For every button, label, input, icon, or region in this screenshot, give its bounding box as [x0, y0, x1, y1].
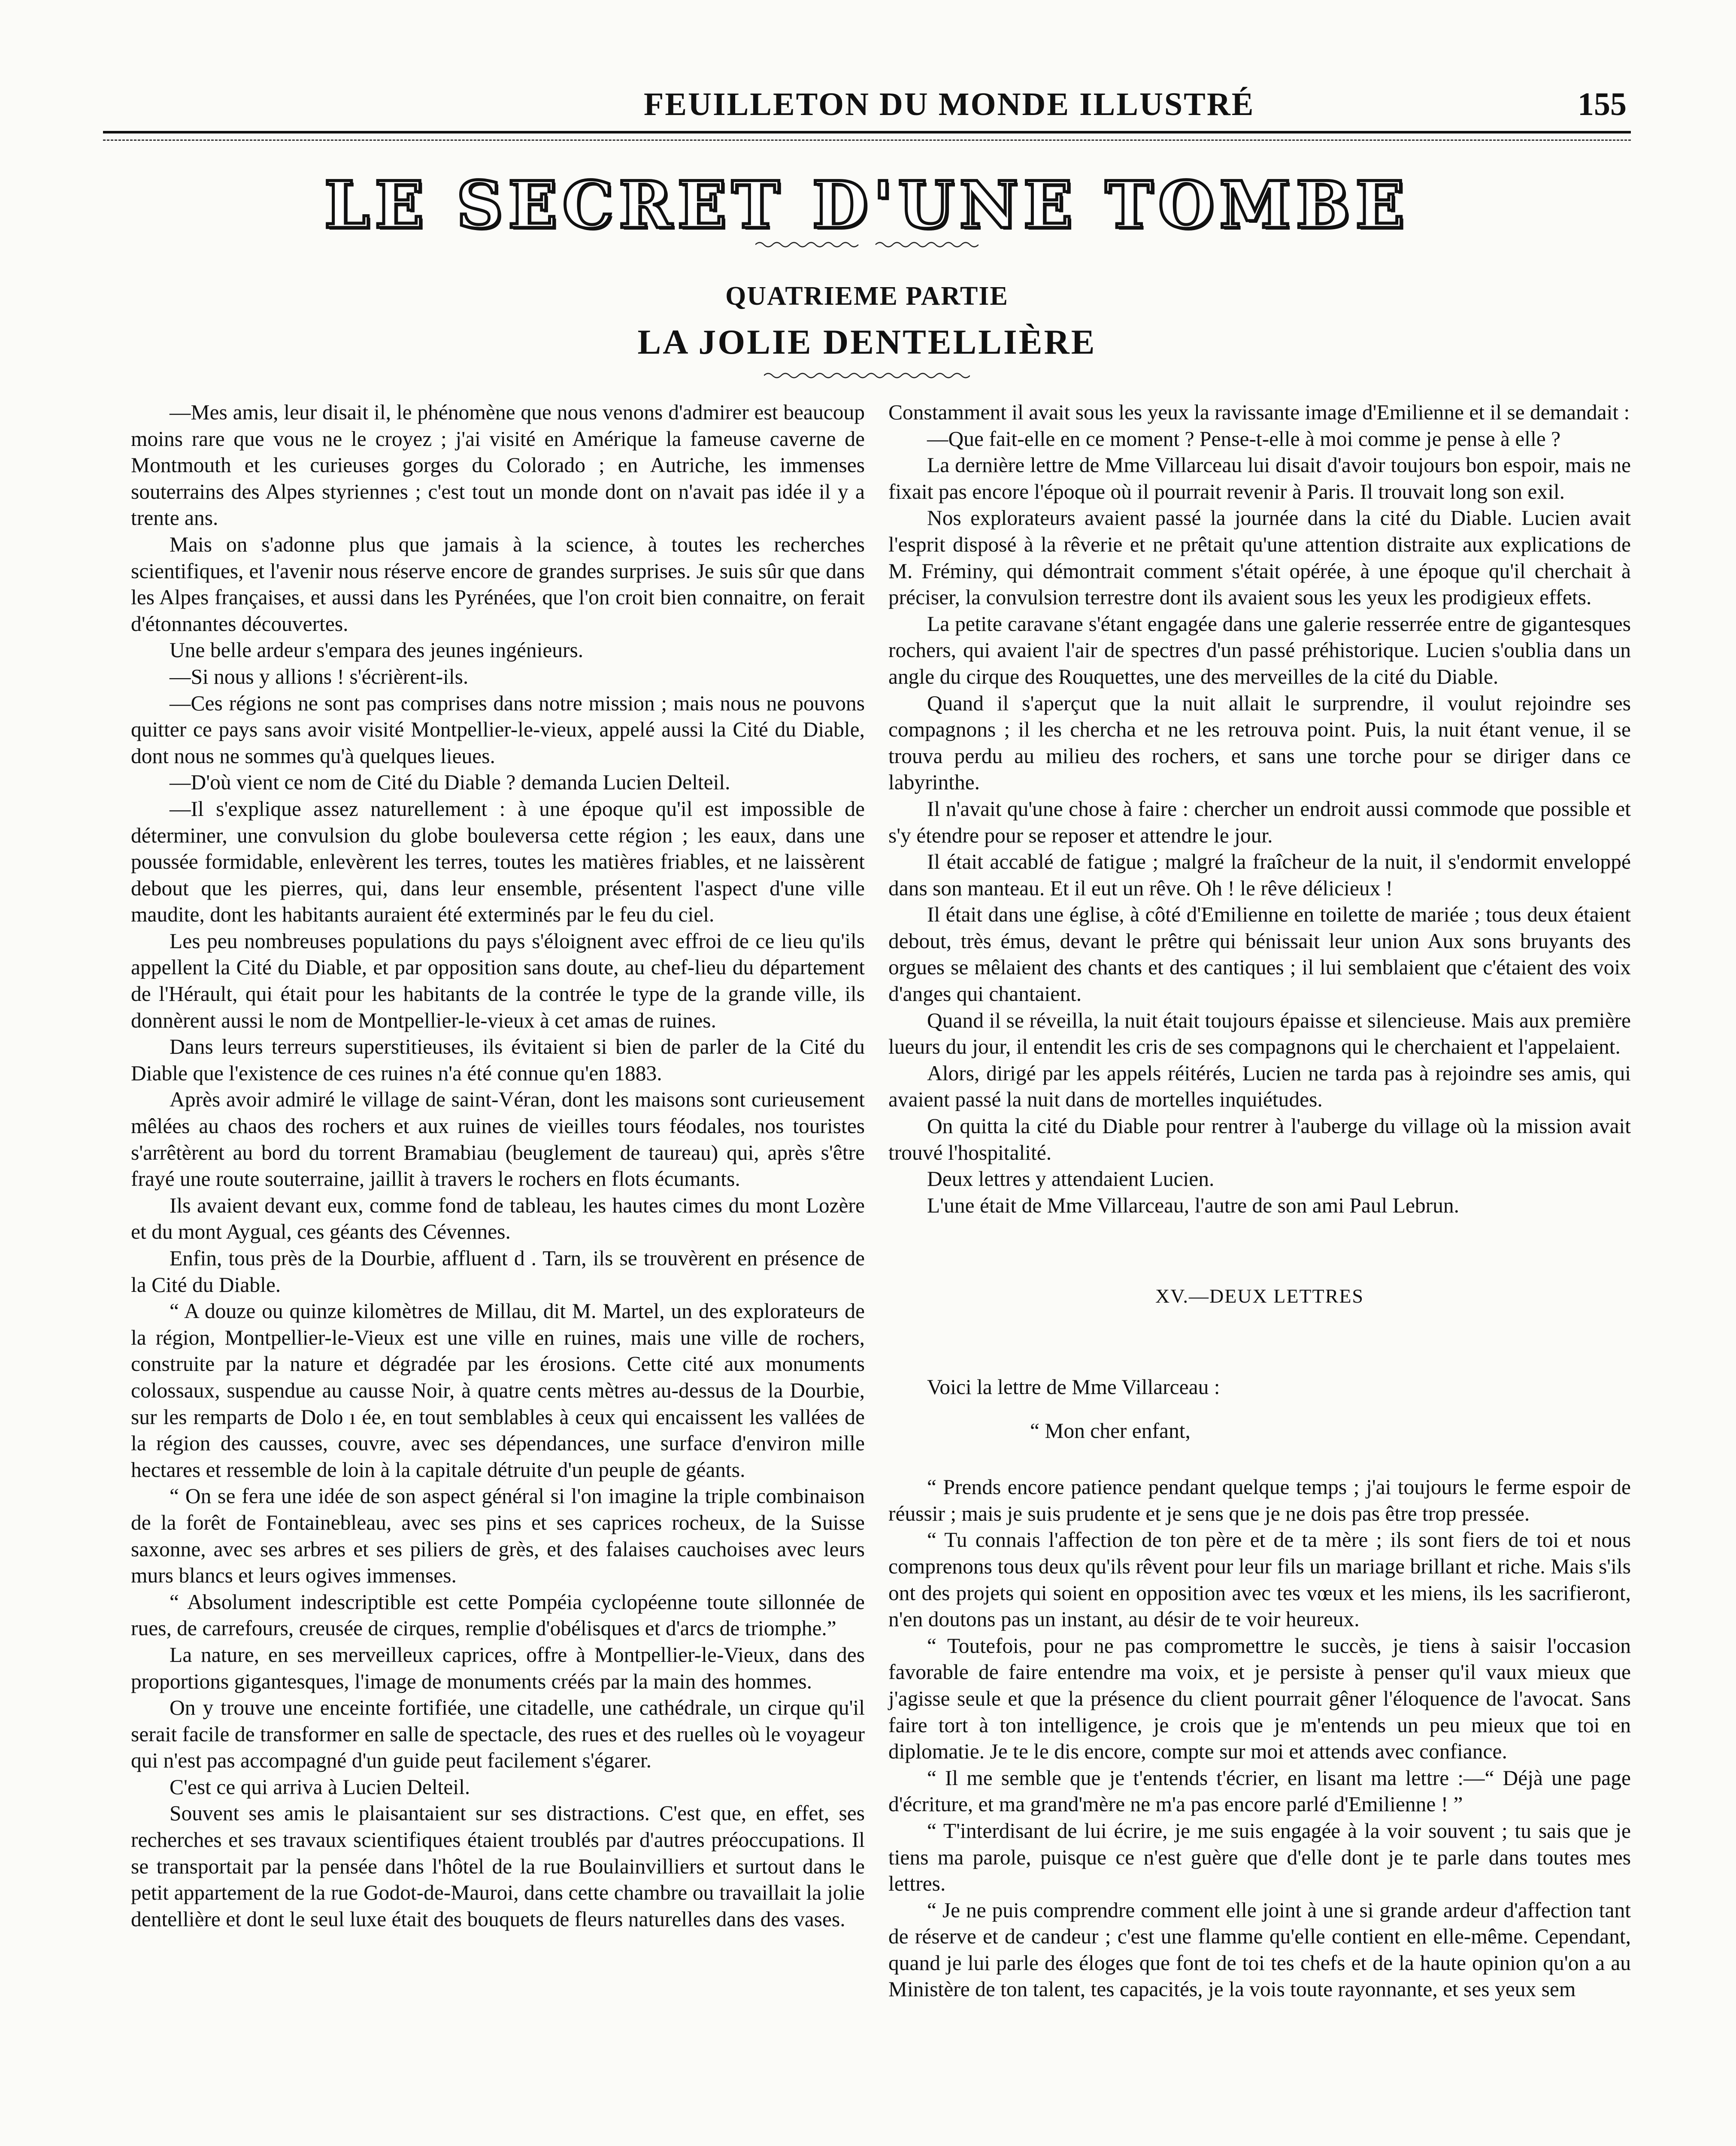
paragraph: —D'où vient ce nom de Cité du Diable ? demanda Lucien Delteil.: [170, 770, 730, 794]
paragraph: Après avoir admiré le village de saint-Véran, dont les maisons sont curieusement mêlées au chaos des rochers et aux ruines de vieilles tours féodales, nos touristes s'arrêtèrent au bord du torrent Bramabiau (beuglement de taureau) qui, après s'être frayé une route souterraine, jaillit à travers le rochers en flots écumants.: [131, 1088, 865, 1191]
ornament-squiggle-bottom: [764, 371, 970, 380]
page-header: [103, 86, 1631, 137]
right-column: [888, 399, 1631, 2003]
paragraph: “ On se fera une idée de son aspect général si l'on imagine la triple combinaison de la forêt de Fontainebleau, avec ses pins et ses caprices rocheux, de la Suisse saxonne, avec ses arbres et ses piliers de grès, et des falaises cauchoises avec leurs murs blancs et leurs ogives immenses.: [131, 1484, 865, 1588]
header-dashed-rule: [103, 139, 1631, 142]
paragraph: “ Absolument indescriptible est cette Pompéia cyclopéenne toute sillonnée de rues, de carrefours, creusée de cirques, remplie d'obélisques et d'arcs de triomphe.”: [131, 1590, 865, 1640]
paragraph: Dans leurs terreurs superstitieuses, ils évitaient si bien de parler de la Cité du Diable que l'existence de ces ruines n'a été connue qu'en 1883.: [131, 1035, 865, 1085]
paragraph: Les peu nombreuses populations du pays s'éloignent avec effroi de ce lieu qu'ils appellent la Cité du Diable, et par opposition sans doute, au chef-lieu du département de l'Hérault, qui était pour les habitants de la contrée le type de la grande ville, ils donnèrent aussi le nom de Montpellier-le-vieux à cet amas de ruines.: [131, 929, 865, 1032]
feuilleton-heading: FEUILLETON DU MONDE ILLUSTRÉ: [644, 86, 1255, 122]
paragraph: Mais on s'adonne plus que jamais à la science, à toutes les recherches scientifiques, et l'avenir nous réserve encore de grandes surprises. Je suis sûr que dans les Alpes françaises, et aussi dans les Pyrénées, que l'on croit bien connaitre, on ferait d'étonnantes découvertes.: [131, 532, 865, 636]
paragraph: Il était accablé de fatigue ; malgré la fraîcheur de la nuit, il s'endormit enveloppé dans son manteau. Et il eut un rêve. Oh ! le rêve délicieux !: [888, 850, 1631, 900]
paragraph: —Si nous y allions ! s'écrièrent-ils.: [170, 664, 469, 688]
header-rule: [103, 131, 1631, 133]
left-column: [131, 399, 865, 1932]
paragraph: Souvent ses amis le plaisantaient sur ses distractions. C'est que, en effet, ses recherches et ses travaux scientifiques étaient troublés par d'autres préoccupations. Il se transportait par la pensée dans l'hôtel de la rue Boulainvilliers et surtout dans le petit appartement de la rue Godot-de-Mauroi, dans cette chambre ou travaillait la jolie dentellière et dont le seul luxe était des bouquets de fleurs naturelles dans des vases.: [131, 1801, 865, 1931]
paragraph: Enfin, tous près de la Dourbie, affluent d . Tarn, ils se trouvèrent en présence de la Cité du Diable.: [131, 1246, 865, 1297]
paragraph: Quand il se réveilla, la nuit était toujours épaisse et silencieuse. Mais aux première lueurs du jour, il entendit les cris de ses compagnons qui le cherchaient et l'appelaient.: [888, 1008, 1631, 1059]
letter-salutation: “ Mon cher enfant,: [1030, 1419, 1191, 1443]
letter-paragraph: “ Je ne puis comprendre comment elle joint à une si grande ardeur d'affection tant de réserve et de candeur ; c'est une flamme qu'elle contient en elle-même. Cependant, quand je lui parle des éloges que font de toi tes chefs et de la haute opinion qu'on a au Ministère de ton talent, tes capacités, je la vois toute rayonnante, et ses yeux sem: [888, 1898, 1631, 2001]
paragraph: On quitta la cité du Diable pour rentrer à l'auberge du village où la mission avait trouvé l'hospitalité.: [888, 1114, 1631, 1164]
paragraph: La dernière lettre de Mme Villarceau lui disait d'avoir toujours bon espoir, mais ne fixait pas encore l'époque où il pourrait revenir à Paris. Il trouvait long son exil.: [888, 453, 1631, 503]
paragraph: —Mes amis, leur disait il, le phénomène que nous venons d'admirer est beaucoup moins rare que vous ne le croyez ; j'ai visité en Amérique la fameuse caverne de Montmouth et les curieuses gorges du Colorado ; en Autriche, les immenses souterrains des Alpes styriennes ; c'est tout un monde dont on n'avait pas idée il y a trente ans.: [131, 400, 865, 530]
paragraph: La nature, en ses merveilleux caprices, offre à Montpellier-le-Vieux, dans des proportions gigantesques, l'image de monuments créés par la main des hommes.: [131, 1643, 865, 1693]
paragraph: —Il s'explique assez naturellement : à une époque qu'il est impossible de déterminer, une convulsion du globe bouleversa cette région ; les eaux, dans une poussée formidable, enlevèrent les terres, toutes les matières friables, et ne laissèrent debout que les pierres, qui, dans leur ensemble, présentent l'aspect d'une ville maudite, dont les habitants auraient été exterminés par le feu du ciel.: [131, 797, 865, 927]
paragraph: Ils avaient devant eux, comme fond de tableau, les hautes cimes du mont Lozère et du mont Aygual, ces géants des Cévennes.: [131, 1193, 865, 1244]
paragraph: Il était dans une église, à côté d'Emilienne en toilette de mariée ; tous deux étaient debout, très émus, devant le prêtre qui bénissait leur union Aux sons bruyants des orgues se mêlaient des chants et des cantiques ; il lui semblaient que c'étaient des voix d'anges qui chantaient.: [888, 903, 1631, 1006]
paragraph: Deux lettres y attendaient Lucien.: [927, 1167, 1215, 1191]
serial-title: LE SECRET D'UNE TOMBE: [324, 167, 1410, 243]
letter-paragraph: “ T'interdisant de lui écrire, je me suis engagée à la voir souvent ; tu sais que je tiens ma parole, puisque ce n'est guère que d'elle dont je te parle dans toutes mes lettres.: [888, 1819, 1631, 1896]
paragraph: Constamment il avait sous les yeux la ravissante image d'Emilienne et il se demandait :: [888, 400, 1630, 424]
letter-paragraph: “ Il me semble que je t'entends t'écrier, en lisant ma lettre :—“ Déjà une page d'écriture, et ma grand'mère ne m'a pas encore parlé d'Emilienne ! ”: [888, 1766, 1631, 1816]
paragraph: L'une était de Mme Villarceau, l'autre de son ami Paul Lebrun.: [927, 1193, 1460, 1217]
paragraph: Nos explorateurs avaient passé la journée dans la cité du Diable. Lucien avait l'esprit disposé à la rêverie et ne prêtait qu'une attention distraite aux explications de M. Fréminy, qui démontrait comment s'était opérée, à une époque qu'il cherchait à préciser, la convulsion terrestre dont ils avaient sous les yeux les prodigieux effets.: [888, 506, 1631, 609]
paragraph: Alors, dirigé par les appels réitérés, Lucien ne tarda pas à rejoindre ses amis, qui avaient passé la nuit dans de mortelles inquiétudes.: [888, 1061, 1631, 1112]
paragraph: Il n'avait qu'une chose à faire : chercher un endroit aussi commode que possible et s'y étendre pour se reposer et attendre le jour.: [888, 797, 1631, 847]
paragraph: Quand il s'aperçut que la nuit allait le surprendre, il voulut rejoindre ses compagnons ; il les chercha et ne les retrouva point. Puis, la nuit étant venue, il se trouva perdu au milieu des rochers, et sans une torche pour se diriger dans ce labyrinthe.: [888, 691, 1631, 794]
page-number: 155: [1578, 86, 1627, 122]
letter-intro: Voici la lettre de Mme Villarceau :: [927, 1375, 1220, 1399]
chapter-heading: XV.—DEUX LETTRES: [1155, 1285, 1364, 1307]
paragraph: La petite caravane s'étant engagée dans une galerie resserrée entre de gigantesques rochers, qui avaient l'air de spectres d'un passé préhistorique. Lucien s'oublia dans un angle du cirque des Rouquettes, une des merveilles de la cité du Diable.: [888, 612, 1631, 688]
paragraph: C'est ce qui arriva à Lucien Delteil.: [170, 1775, 470, 1799]
letter-paragraph: “ Tu connais l'affection de ton père et de ta mère ; ils sont fiers de toi et nous comprenons tous deux qu'ils rêvent pour leur fils un mariage brillant et riche. Mais s'ils ont des projets qui soient en opposition avec tes vœux et les miens, ils les sacrifieront, n'en doutons pas un instant, au désir de te voir heureux.: [888, 1528, 1631, 1631]
ornament-squiggle-top: [755, 240, 979, 249]
paragraph: —Que fait-elle en ce moment ? Pense-t-elle à moi comme je pense à elle ?: [927, 427, 1561, 451]
paragraph: Une belle ardeur s'empara des jeunes ingénieurs.: [170, 638, 584, 662]
paragraph: —Ces régions ne sont pas comprises dans notre mission ; mais nous ne pouvons quitter ce pays sans avoir visité Montpellier-le-vieux, appelé aussi la Cité du Diable, dont nous ne sommes qu'à quelques lieues.: [131, 691, 865, 768]
paragraph: “ A douze ou quinze kilomètres de Millau, dit M. Martel, un des explorateurs de la région, Montpellier-le-Vieux est une ville en ruines, mais une ville de rochers, construite par la nature et dégradée par les érosions. Cette cité aux monuments colossaux, suspendue au causse Noir, à quatre cents mètres au-dessus de la Dourbie, sur les remparts de Dolo ı ée, en tout semblables à ceux qui encaissent les vallées de la région des causses, couvre, avec ses dépendances, une surface d'environ mille hectares et ressemble de loin à la capitale détruite d'un peuple de géants.: [131, 1299, 865, 1482]
part-subtitle: LA JOLIE DENTELLIÈRE: [637, 322, 1097, 361]
letter-paragraph: “ Prends encore patience pendant quelque temps ; j'ai toujours le ferme espoir de réussir ; mais je suis prudente et je sens que je ne dois pas être trop pressée.: [888, 1475, 1631, 1525]
paragraph: On y trouve une enceinte fortifiée, une citadelle, une cathédrale, un cirque qu'il serait facile de transformer en salle de spectacle, des rues et des ruelles où le voyageur qui n'est pas accompagné d'un guide peut facilement s'égarer.: [131, 1696, 865, 1773]
part-heading: QUATRIEME PARTIE: [725, 282, 1009, 311]
letter-paragraph: “ Toutefois, pour ne pas compromettre le succès, je tiens à saisir l'occasion favorable de faire entendre ma voix, et je persiste à penser qu'il vaux mieux que j'agisse seule et que la présence du client pourrait gêner l'éloquence de l'avocat. Sans faire tort à ton intelligence, je crois que je m'entends un peu mieux que toi en diplomatie. Je te le dis encore, compte sur moi et attends avec confiance.: [888, 1634, 1631, 1764]
